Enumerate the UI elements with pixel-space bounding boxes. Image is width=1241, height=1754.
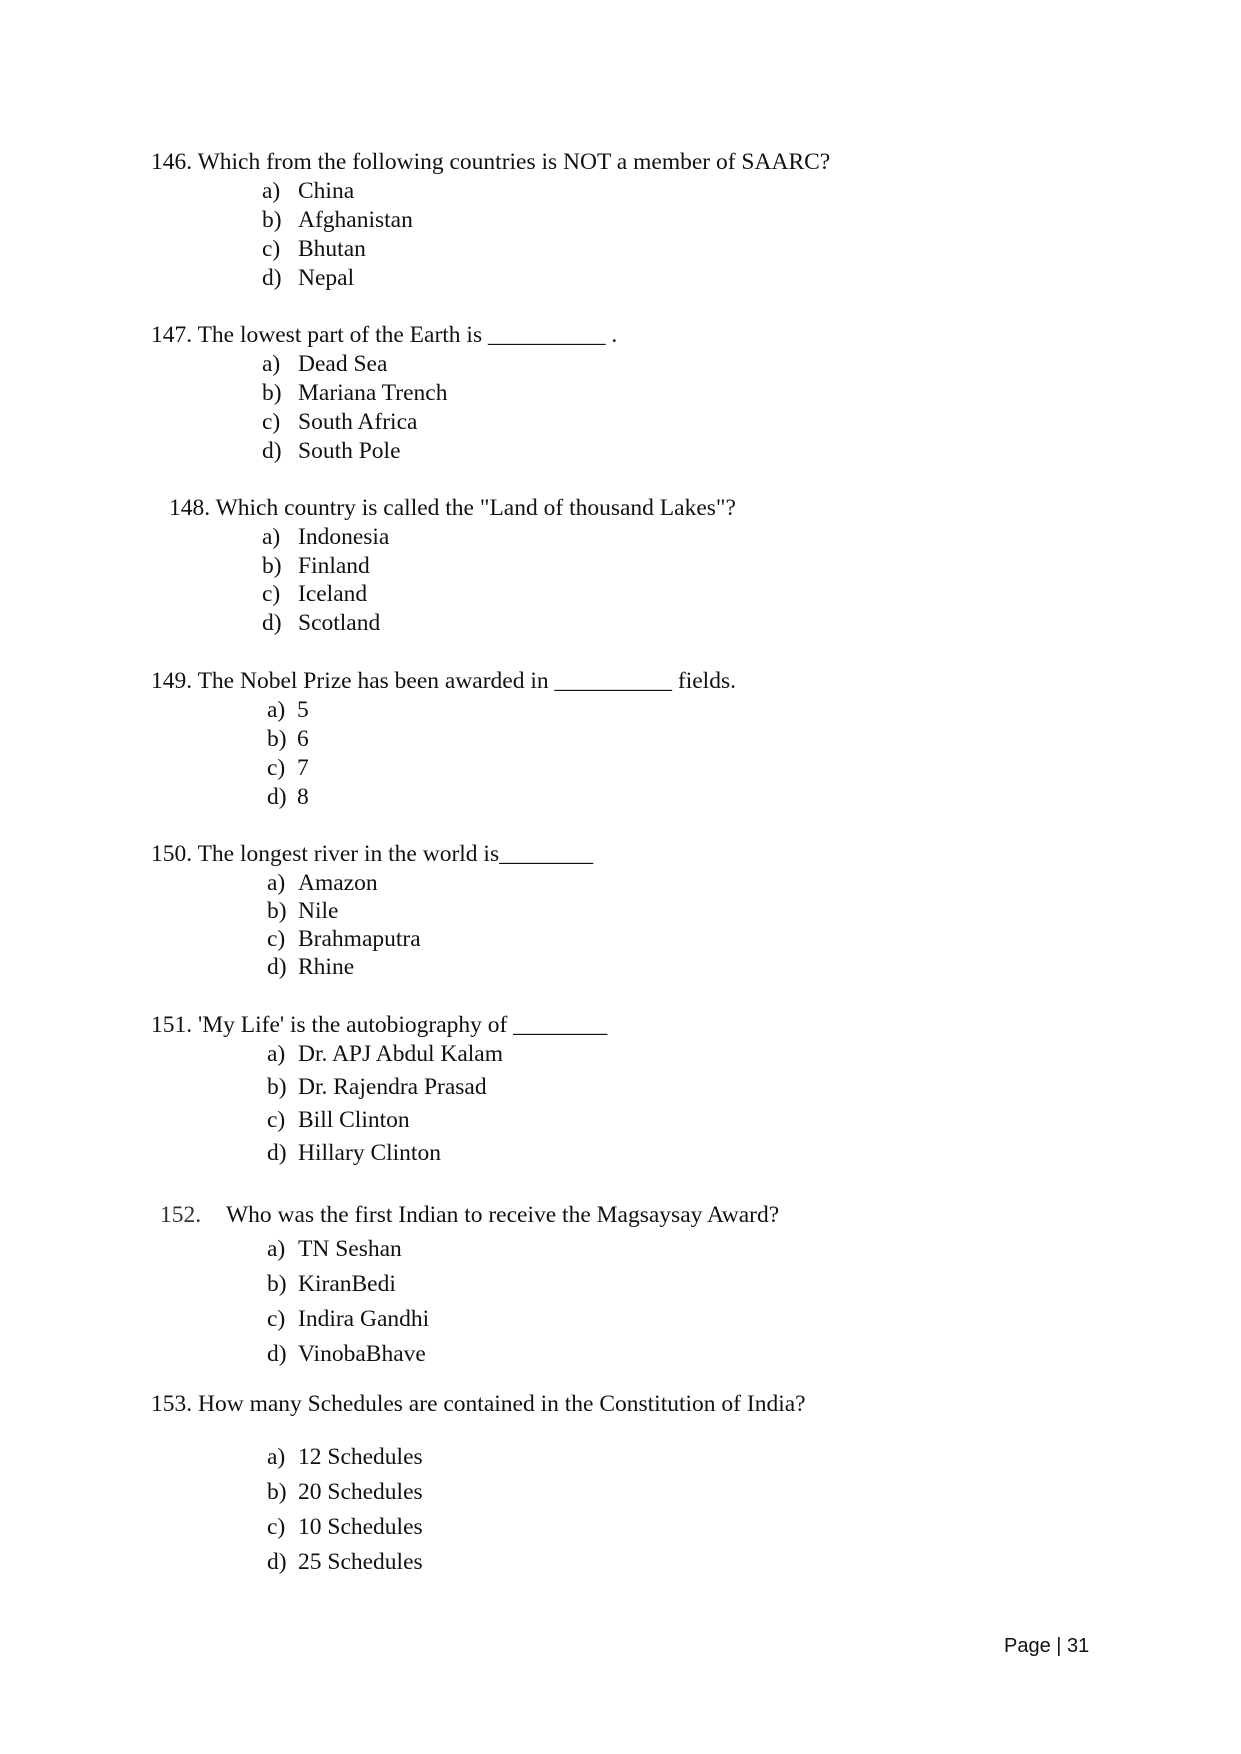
page-number-footer: Page | 31 (1004, 1635, 1090, 1657)
option-a: a) 12 Schedules (267, 1444, 423, 1470)
question-prompt: Which from the following countries is NOT a member of SAARC? (197, 149, 831, 175)
option-d: d) 25 Schedules (267, 1549, 423, 1575)
option-c: c) Iceland (262, 581, 368, 607)
option-d: d) 8 (267, 784, 309, 810)
option-c: c) South Africa (262, 409, 418, 435)
option-b: b) Afghanistan (262, 207, 413, 233)
question-number: 153. (151, 1391, 193, 1417)
question-text (151, 667, 736, 695)
option-a: a) Amazon (267, 870, 378, 896)
question-text (151, 148, 830, 176)
question-number: 147. (151, 322, 193, 348)
option-b: b) KiranBedi (267, 1271, 396, 1297)
question-prompt: Who was the first Indian to receive the Magsaysay Award? (226, 1202, 780, 1228)
option-b: b) Finland (262, 553, 370, 579)
question-text (151, 1390, 806, 1418)
question-prompt: How many Schedules are contained in the Constitution of India? (198, 1391, 806, 1417)
question-number: 151. (151, 1012, 193, 1038)
option-a: a) Indonesia (262, 524, 390, 550)
question-text (169, 494, 736, 522)
option-c: c) Indira Gandhi (267, 1306, 430, 1332)
option-d: d) South Pole (262, 438, 401, 464)
option-c: c) Bhutan (262, 236, 366, 262)
question-prompt: The lowest part of the Earth is __________ . (197, 322, 618, 348)
option-d: d) VinobaBhave (267, 1341, 426, 1367)
question-prompt: The longest river in the world is________ (197, 841, 594, 867)
option-d: d) Hillary Clinton (267, 1140, 441, 1166)
question-prompt: Which country is called the "Land of thousand Lakes"? (215, 495, 736, 521)
question-text (160, 1201, 779, 1229)
question-number: 150. (151, 841, 193, 867)
option-b: b) Nile (267, 898, 339, 924)
question-text (151, 321, 617, 349)
option-a: a) 5 (267, 697, 309, 723)
question-prompt: 'My Life' is the autobiography of ________ (198, 1012, 608, 1038)
question-number: 152. (160, 1202, 202, 1228)
option-d: d) Nepal (262, 265, 355, 291)
option-c: c) 7 (267, 755, 309, 781)
option-b: b) Dr. Rajendra Prasad (267, 1074, 487, 1100)
question-number: 149. (151, 668, 193, 694)
option-c: c) Bill Clinton (267, 1107, 410, 1133)
option-d: d) Rhine (267, 954, 355, 980)
option-a: a) Dead Sea (262, 351, 388, 377)
option-c: c) Brahmaputra (267, 926, 421, 952)
option-b: b) Mariana Trench (262, 380, 448, 406)
option-c: c) 10 Schedules (267, 1514, 423, 1540)
option-b: b) 20 Schedules (267, 1479, 423, 1505)
question-prompt: The Nobel Prize has been awarded in __________ fields. (197, 668, 736, 694)
question-number: 148. (169, 495, 211, 521)
option-b: b) 6 (267, 726, 309, 752)
option-a: a) TN Seshan (267, 1236, 402, 1262)
option-a: a) Dr. APJ Abdul Kalam (267, 1041, 503, 1067)
question-number: 146. (151, 149, 193, 175)
question-text (151, 1011, 607, 1039)
option-d: d) Scotland (262, 610, 381, 636)
option-a: a) China (262, 178, 355, 204)
question-text (151, 840, 593, 868)
